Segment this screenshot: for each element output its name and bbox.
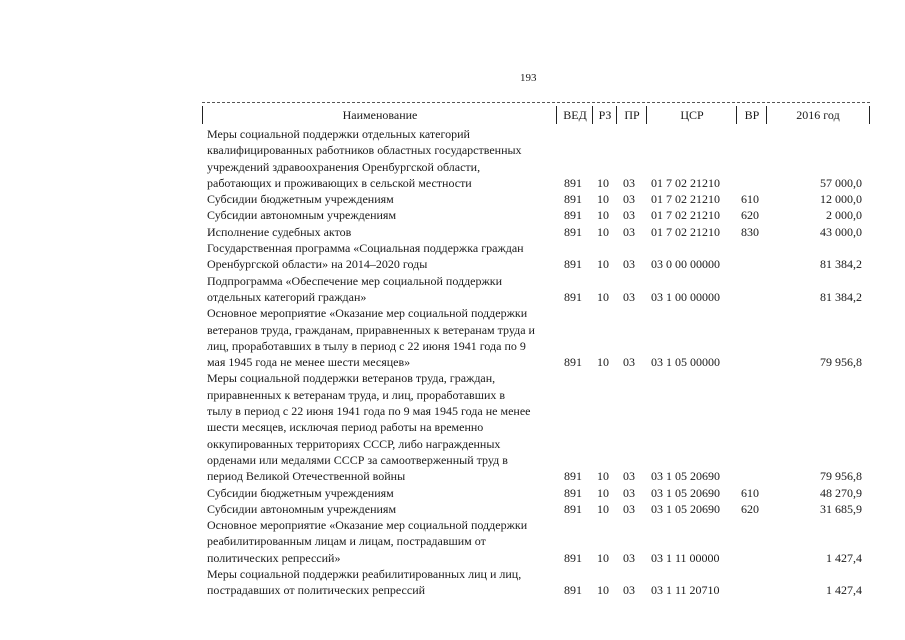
cell-rz: 10 (597, 355, 609, 370)
cell-pr: 03 (623, 550, 635, 565)
row-name-line: приравненных к ветеранам труда, и лиц, проработавших в (207, 387, 506, 402)
cell-rz: 10 (597, 208, 609, 223)
table-row (0, 191, 905, 207)
cell-ved: 891 (564, 257, 582, 272)
cell-amount: 2 000,0 (826, 208, 862, 223)
cell-amount: 12 000,0 (820, 192, 862, 207)
row-name (207, 305, 552, 370)
col-header-pr: ПР (616, 106, 647, 124)
row-name-line: Меры социальной поддержки реабилитированных лиц и лиц, (207, 567, 522, 582)
table-row (0, 240, 905, 273)
cell-amount: 81 384,2 (820, 289, 862, 304)
row-name-line: Меры социальной поддержки отдельных категорий (207, 127, 470, 141)
cell-vr: 620 (741, 208, 759, 223)
table-row (0, 370, 905, 484)
row-name (207, 126, 552, 191)
table-row (0, 224, 905, 240)
table-row (0, 485, 905, 501)
cell-ved: 891 (564, 224, 582, 239)
table-row (0, 207, 905, 223)
cell-amount: 1 427,4 (826, 550, 862, 565)
col-header-csr: ЦСР (646, 106, 737, 124)
col-header-amount: 2016 год (766, 106, 870, 124)
cell-csr: 01 7 02 21210 (651, 175, 720, 190)
row-name-line: Оренбургской области» на 2014–2020 годы (207, 257, 428, 272)
row-name-line: тылу в период с 22 июня 1941 года по 9 мая 1945 года не менее (207, 404, 531, 419)
cell-csr: 03 1 05 20690 (651, 485, 720, 500)
row-name-line: работающих и проживающих в сельской местности (207, 175, 472, 190)
cell-ved: 891 (564, 501, 582, 516)
row-name (207, 191, 552, 207)
cell-pr: 03 (623, 485, 635, 500)
row-name-line: Исполнение судебных актов (207, 224, 352, 239)
cell-pr: 03 (623, 469, 635, 484)
cell-rz: 10 (597, 175, 609, 190)
row-name (207, 207, 552, 223)
row-name-line: реабилитированным лицам и лицам, пострадавшим от (207, 534, 486, 549)
cell-pr: 03 (623, 192, 635, 207)
cell-amount: 43 000,0 (820, 224, 862, 239)
col-header-ved: ВЕД (556, 106, 593, 124)
row-name-line: ветеранов труда, гражданам, приравненных к ветеранам труда и (207, 322, 535, 337)
cell-csr: 03 1 05 00000 (651, 355, 720, 370)
row-name (207, 224, 552, 240)
table-body (0, 126, 905, 599)
cell-ved: 891 (564, 550, 582, 565)
cell-amount: 57 000,0 (820, 175, 862, 190)
row-name (207, 517, 552, 566)
row-name-line: оккупированных территориях СССР, либо награжденных (207, 436, 501, 451)
cell-ved: 891 (564, 583, 582, 598)
row-name-line: Основное мероприятие «Оказание мер социальной поддержки (207, 518, 528, 533)
cell-ved: 891 (564, 289, 582, 304)
table-row (0, 305, 905, 370)
row-name (207, 566, 552, 599)
row-name (207, 370, 552, 484)
table-row (0, 566, 905, 599)
row-name-line: политических репрессий» (207, 550, 341, 565)
cell-vr: 610 (741, 485, 759, 500)
cell-amount: 48 270,9 (820, 485, 862, 500)
col-header-vr: ВР (736, 106, 767, 124)
row-name-line: мая 1945 года не менее шести месяцев» (207, 355, 411, 370)
cell-rz: 10 (597, 550, 609, 565)
row-name-line: отдельных категорий граждан» (207, 289, 367, 304)
cell-ved: 891 (564, 192, 582, 207)
row-name (207, 501, 552, 517)
cell-rz: 10 (597, 583, 609, 598)
row-name-line: период Великой Отечественной войны (207, 469, 406, 484)
row-name-line: квалифицированных работников областных государственных (207, 143, 522, 158)
cell-ved: 891 (564, 175, 582, 190)
cell-rz: 10 (597, 192, 609, 207)
row-name (207, 273, 552, 306)
cell-amount: 79 956,8 (820, 469, 862, 484)
cell-csr: 03 1 11 00000 (651, 550, 720, 565)
row-name-line: учреждений здравоохранения Оренбургской области, (207, 159, 481, 174)
row-name (207, 485, 552, 501)
cell-csr: 03 1 05 20690 (651, 469, 720, 484)
col-header-name: Наименование (202, 106, 557, 124)
table-row (0, 501, 905, 517)
cell-csr: 03 1 11 20710 (651, 583, 720, 598)
cell-amount: 31 685,9 (820, 501, 862, 516)
cell-csr: 01 7 02 21210 (651, 224, 720, 239)
cell-rz: 10 (597, 257, 609, 272)
cell-pr: 03 (623, 208, 635, 223)
cell-ved: 891 (564, 208, 582, 223)
cell-csr: 01 7 02 21210 (651, 208, 720, 223)
col-header-rz: РЗ (592, 106, 617, 124)
row-name-line: Государственная программа «Социальная поддержка граждан (207, 241, 524, 256)
row-name-line: шести месяцев, исключая период работы на временно (207, 420, 484, 435)
cell-pr: 03 (623, 583, 635, 598)
cell-amount: 81 384,2 (820, 257, 862, 272)
cell-vr: 830 (741, 224, 759, 239)
cell-pr: 03 (623, 501, 635, 516)
cell-rz: 10 (597, 469, 609, 484)
cell-vr: 620 (741, 501, 759, 516)
cell-pr: 03 (623, 257, 635, 272)
cell-ved: 891 (564, 355, 582, 370)
row-name-line: Меры социальной поддержки ветеранов труда, граждан, (207, 371, 496, 386)
row-name-line: Субсидии бюджетным учреждениям (207, 192, 394, 207)
cell-rz: 10 (597, 289, 609, 304)
row-name-line: Субсидии автономным учреждениям (207, 501, 397, 516)
row-name-line: лиц, проработавших в тылу в период с 22 июня 1941 года по 9 (207, 338, 526, 353)
cell-vr: 610 (741, 192, 759, 207)
cell-csr: 01 7 02 21210 (651, 192, 720, 207)
cell-csr: 03 0 00 00000 (651, 257, 720, 272)
cell-csr: 03 1 05 20690 (651, 501, 720, 516)
cell-pr: 03 (623, 175, 635, 190)
row-name-line: орденами или медалями СССР за самоотверженный труд в (207, 452, 508, 467)
cell-pr: 03 (623, 224, 635, 239)
cell-amount: 1 427,4 (826, 583, 862, 598)
page-number: 193 (520, 72, 537, 84)
row-name-line: пострадавших от политических репрессий (207, 583, 426, 598)
table-row (0, 517, 905, 566)
cell-amount: 79 956,8 (820, 355, 862, 370)
cell-ved: 891 (564, 469, 582, 484)
cell-rz: 10 (597, 485, 609, 500)
cell-rz: 10 (597, 224, 609, 239)
table-row (0, 126, 905, 191)
table-row (0, 273, 905, 306)
row-name-line: Основное мероприятие «Оказание мер социальной поддержки (207, 306, 528, 321)
cell-ved: 891 (564, 485, 582, 500)
row-name-line: Подпрограмма «Обеспечение мер социальной поддержки (207, 273, 503, 288)
row-name-line: Субсидии автономным учреждениям (207, 208, 397, 223)
row-name (207, 240, 552, 273)
cell-pr: 03 (623, 289, 635, 304)
row-name-line: Субсидии бюджетным учреждениям (207, 485, 394, 500)
cell-csr: 03 1 00 00000 (651, 289, 720, 304)
cell-pr: 03 (623, 355, 635, 370)
cell-rz: 10 (597, 501, 609, 516)
header-rule (202, 102, 870, 103)
table-header (202, 102, 870, 124)
